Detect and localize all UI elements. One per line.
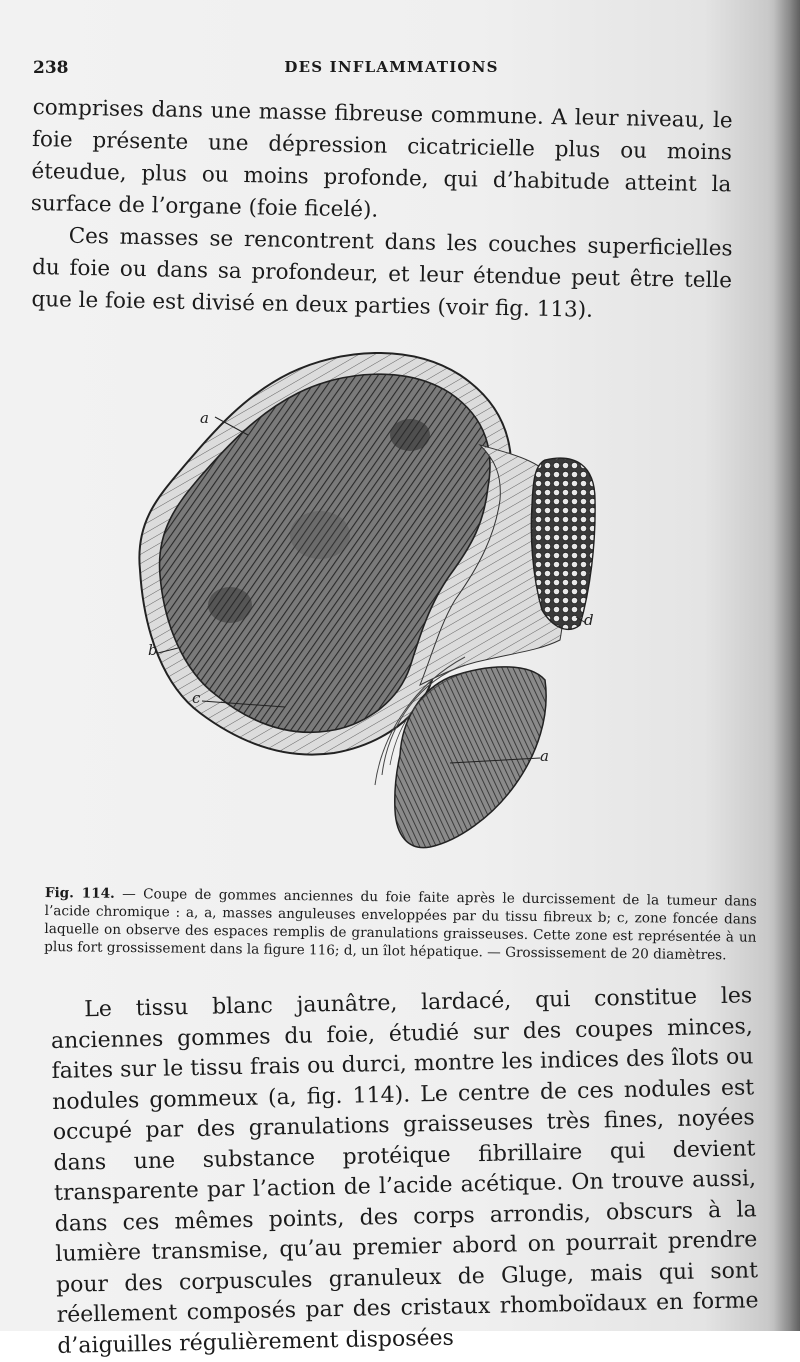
letter-a-top: a [200,409,209,427]
paragraph-3: Le tissu blanc jaunâtre, lardacé, qui constitue les anciennes gommes du foie, étudié sur des coupes minces, faites sur le tissu frais ou durci, montre les indices des îlots ou nodules gommeux (a, fig. 114). Le centre de ces nodules est occupé par des granulations graisseuses très fines, noyées dans une substance protéique fibrillaire qui devient transparente par l’action de l’acide acétique. On trouve aussi, dans ces mêmes points, des corps arrondis, obscurs à la lumière transmise, qu’au premier abord on pourrait prendre pour des corpuscules granuleux de Gluge, mais qui sont réellement composés par des cristaux rhomboïdaux en forme d’aiguilles régulièrement disposées [50,983,759,1359]
figure-caption-text: — Coupe de gommes anciennes du foie faite après le durcissement de la tumeur dans l’acide chromique : a, a, masses anguleuses enveloppées par du tissu fibreux b; c, zone foncée dans laquelle on observe des espaces remplis de granulations graisseuses. Cette zone est représentée à un plus fort grossissement dans la figure 116; d, un îlot hépatique. — Grossissement de 20 diamètres. [44,885,757,964]
letter-c: c [192,689,201,707]
page-gutter-shadow [774,0,800,1331]
page-header [33,58,750,82]
figure-caption [44,884,757,965]
figure-114-illustration [120,335,620,875]
letter-b: b [148,641,158,659]
letter-a-bottom: a [540,747,549,765]
hepatic-islet-d [531,458,595,629]
running-title: DES INFLAMMATIONS [284,58,499,76]
liver-section-engraving [120,335,620,875]
page-number: 238 [33,58,69,78]
letter-d: d [584,611,594,629]
paragraph-2: Ces masses se rencontrent dans les couches superficielles du foie ou dans sa profondeur, et leur étendue peut être telle que le foie est divisé en deux parties (voir fig. 113). [31,223,733,323]
figure-label: Fig. 114. [44,884,115,902]
paragraph-1: comprises dans une masse fibreuse commune. A leur niveau, le foie présente une dépression cicatricielle plus ou moins éteudue, plus ou moins profonde, qui d’habitude atteint la surface de l’organe (foie ficelé). [30,94,733,223]
